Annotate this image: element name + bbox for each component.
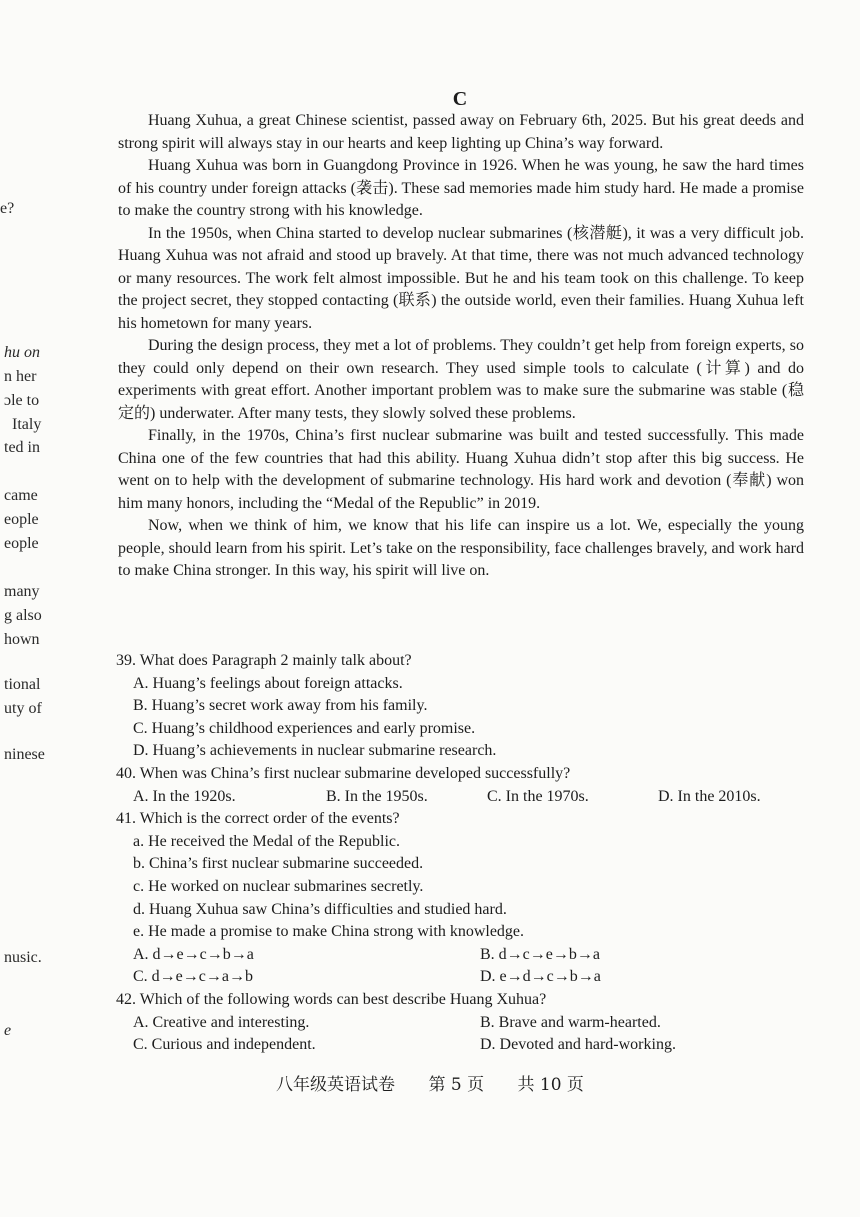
passage-paragraph: Now, when we think of him, we know that his life can inspire us a lot. We, especially the young people, should learn from his spirit. Let’s take on the responsibility, face challenges bravely, and work hard to make China stronger. In this way, his spirit will live on. [118,517,804,579]
question-41-option-b: B. d→c→e→b→a [480,945,600,963]
question-41-event: a. He received the Medal of the Republic. [133,832,400,850]
question-42-option-b: B. Brave and warm-hearted. [480,1013,661,1031]
question-40-option-a: A. In the 1920s. [133,787,236,805]
margin-fragment: eople [4,535,39,552]
question-42-option-d: D. Devoted and hard-working. [480,1036,676,1054]
question-42-stem: 42. Which of the following words can best describe Huang Xuhua? [116,990,547,1008]
margin-fragment: e [4,1022,12,1039]
question-39-option-c: C. Huang’s childhood experiences and early promise. [133,719,476,737]
margin-fragment: Italy [12,416,42,433]
passage-paragraph: In the 1950s, when China started to develop nuclear submarines (核潜艇), it was a very difficult job. Huang Xuhua was not afraid and stood up bravely. At that time, there was not much advanced technology or many resources. The work felt almost impossible. But he and his team took on this challenge. To keep the project secret, they stopped contacting (联系) the outside world, even their families. Huang Xuhua left his hometown for many years. [118,224,804,332]
question-41-stem: 41. Which is the correct order of the events? [116,810,400,828]
question-40-option-b: B. In the 1950s. [326,787,428,805]
question-40-option-c: C. In the 1970s. [487,787,589,805]
question-39-stem: 39. What does Paragraph 2 mainly talk about? [116,652,412,669]
question-40-stem: 40. When was China’s first nuclear submarine developed successfully? [116,764,571,782]
question-41-option-d: D. e→d→c→b→a [480,968,601,986]
question-41-option-c: C. d→e→c→a→b [133,968,253,986]
page-number: 第 5 页 [428,1075,485,1095]
question-41-event: d. Huang Xuhua saw China’s difficulties and studied hard. [133,900,507,918]
section-heading: C [452,88,468,110]
question-42-options-row [133,1034,806,1057]
question-40-options [133,786,806,809]
question-42-option-a: A. Creative and interesting. [133,1013,310,1031]
margin-fragment: ninese [4,746,45,763]
question-42-option-c: C. Curious and independent. [133,1036,316,1054]
margin-fragment: e? [0,200,15,217]
margin-fragment: hu on [4,344,40,361]
margin-fragment: hown [4,631,40,648]
question-39-option-a: A. Huang’s feelings about foreign attacks. [133,674,403,692]
passage-paragraph: Huang Xuhua, a great Chinese scientist, passed away on February 6th, 2025. But his great deeds and strong spirit will always stay in our hearts and keep lighting up China’s way forward. [118,112,804,152]
margin-fragment: uty of [4,700,42,717]
question-42-options-row [133,1012,806,1035]
margin-fragment: n her [4,368,37,385]
reading-passage [118,110,804,583]
question-41-option-a: A. d→e→c→b→a [133,945,254,963]
question-41-event: e. He made a promise to make China strong with knowledge. [133,923,525,941]
question-block [116,650,806,1057]
question-41-event: c. He worked on nuclear submarines secretly. [133,877,424,895]
question-41-options-row [133,944,806,967]
margin-fragment: ɔle to [4,392,40,409]
question-39-option-d: D. Huang’s achievements in nuclear submarine research. [133,742,497,760]
page-footer [0,1070,860,1095]
margin-fragment: many [4,583,40,600]
question-39-option-b: B. Huang’s secret work away from his family. [133,697,428,715]
margin-fragment: nusic. [4,949,42,966]
margin-fragment: g also [4,607,42,624]
question-41-options-row [133,966,806,989]
margin-fragment: came [4,487,38,504]
exam-title: 八年级英语试卷 [276,1075,396,1095]
passage-paragraph: During the design process, they met a lot of problems. They couldn’t get help from foreign experts, so they could only depend on their own research. They used simple tools to calculate (计算) and do experiments with great effort. Another important problem was to make sure the submarine was stable (稳定的) underwater. After many tests, they slowly solved these problems. [118,337,804,422]
passage-paragraph: Finally, in the 1970s, China’s first nuclear submarine was built and tested successfully. This made China one of the few countries that had this ability. Huang Xuhua didn’t stop after this big success. He went on to help with the development of submarine technology. His hard work and devotion (奉献) won him many honors, including the “Medal of the Republic” in 2019. [118,427,804,512]
margin-fragment: tional [4,676,41,693]
question-40-option-d: D. In the 2010s. [658,787,761,805]
margin-fragment: ted in [4,439,40,456]
question-41-event: b. China’s first nuclear submarine succeeded. [133,855,424,873]
passage-paragraph: Huang Xuhua was born in Guangdong Province in 1926. When he was young, he saw the hard times of his country under foreign attacks (袭击). These sad memories made him study hard. He made a promise to make the country strong with his knowledge. [118,157,804,219]
total-pages: 共 10 页 [517,1075,584,1095]
margin-fragment: eople [4,511,39,528]
